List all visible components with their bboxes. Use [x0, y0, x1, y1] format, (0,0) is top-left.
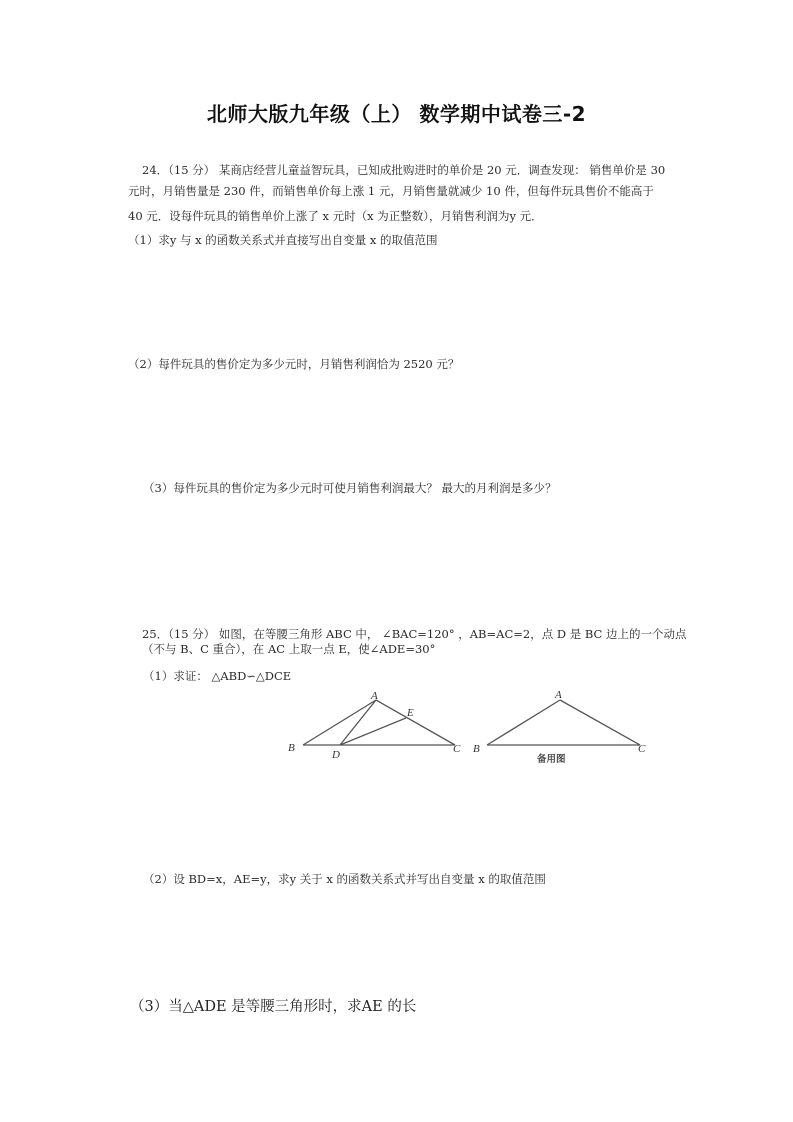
q25-part-3: （3）当△ADE 是等腰三角形时，求AE 的长: [130, 999, 417, 1015]
q25-part-1: （1）求证： △ABD∽△DCE: [143, 669, 292, 683]
label-B: B: [288, 742, 295, 754]
triangle-figure-spare: [465, 685, 665, 770]
label-B: B: [473, 743, 480, 755]
q24-line-1: 24．（15 分） 某商店经营儿童益智玩具，已知成批购进时的单价是 20 元．调查发现： 销售单价是 30: [142, 163, 666, 177]
label-A: A: [555, 689, 562, 701]
page-title: 北师大版九年级（上） 数学期中试卷三-2: [206, 102, 587, 126]
label-E: E: [407, 707, 414, 719]
label-C: C: [638, 743, 646, 755]
q24-part-1: （1）求y 与 x 的函数关系式并直接写出自变量 x 的取值范围: [128, 233, 438, 247]
q24-part-2: （2）每件玩具的售价定为多少元时，月销售利润恰为 2520 元？: [128, 357, 460, 371]
q25-line-2: （不与 B、C 重合），在 AC 上取一点 E，使∠ADE=30°: [142, 642, 436, 656]
q25-line-1: 25．（15 分） 如图，在等腰三角形 ABC 中， ∠BAC=120° ，AB=AC=2，点 D 是 BC 边上的一个动点: [142, 627, 687, 641]
figure-caption: 备用图: [537, 754, 566, 765]
q24-part-3: （3）每件玩具的售价定为多少元时可使月销售利润最大？ 最大的月利润是多少？: [143, 481, 557, 495]
label-D: D: [332, 749, 340, 761]
triangle-figure-main: [280, 685, 470, 765]
q25-part-2: （2）设 BD=x，AE=y，求y 关于 x 的函数关系式并写出自变量 x 的取值范围: [143, 872, 546, 886]
q24-line-2: 元时，月销售量是 230 件，而销售单价每上涨 1 元，月销售量就减少 10 件，但每件玩具售价不能高于: [128, 184, 654, 198]
label-C: C: [453, 743, 461, 755]
q24-line-3: 40 元．设每件玩具的销售单价上涨了 x 元时（x 为正整数），月销售利润为y 元．: [128, 209, 543, 223]
label-A: A: [371, 690, 378, 702]
